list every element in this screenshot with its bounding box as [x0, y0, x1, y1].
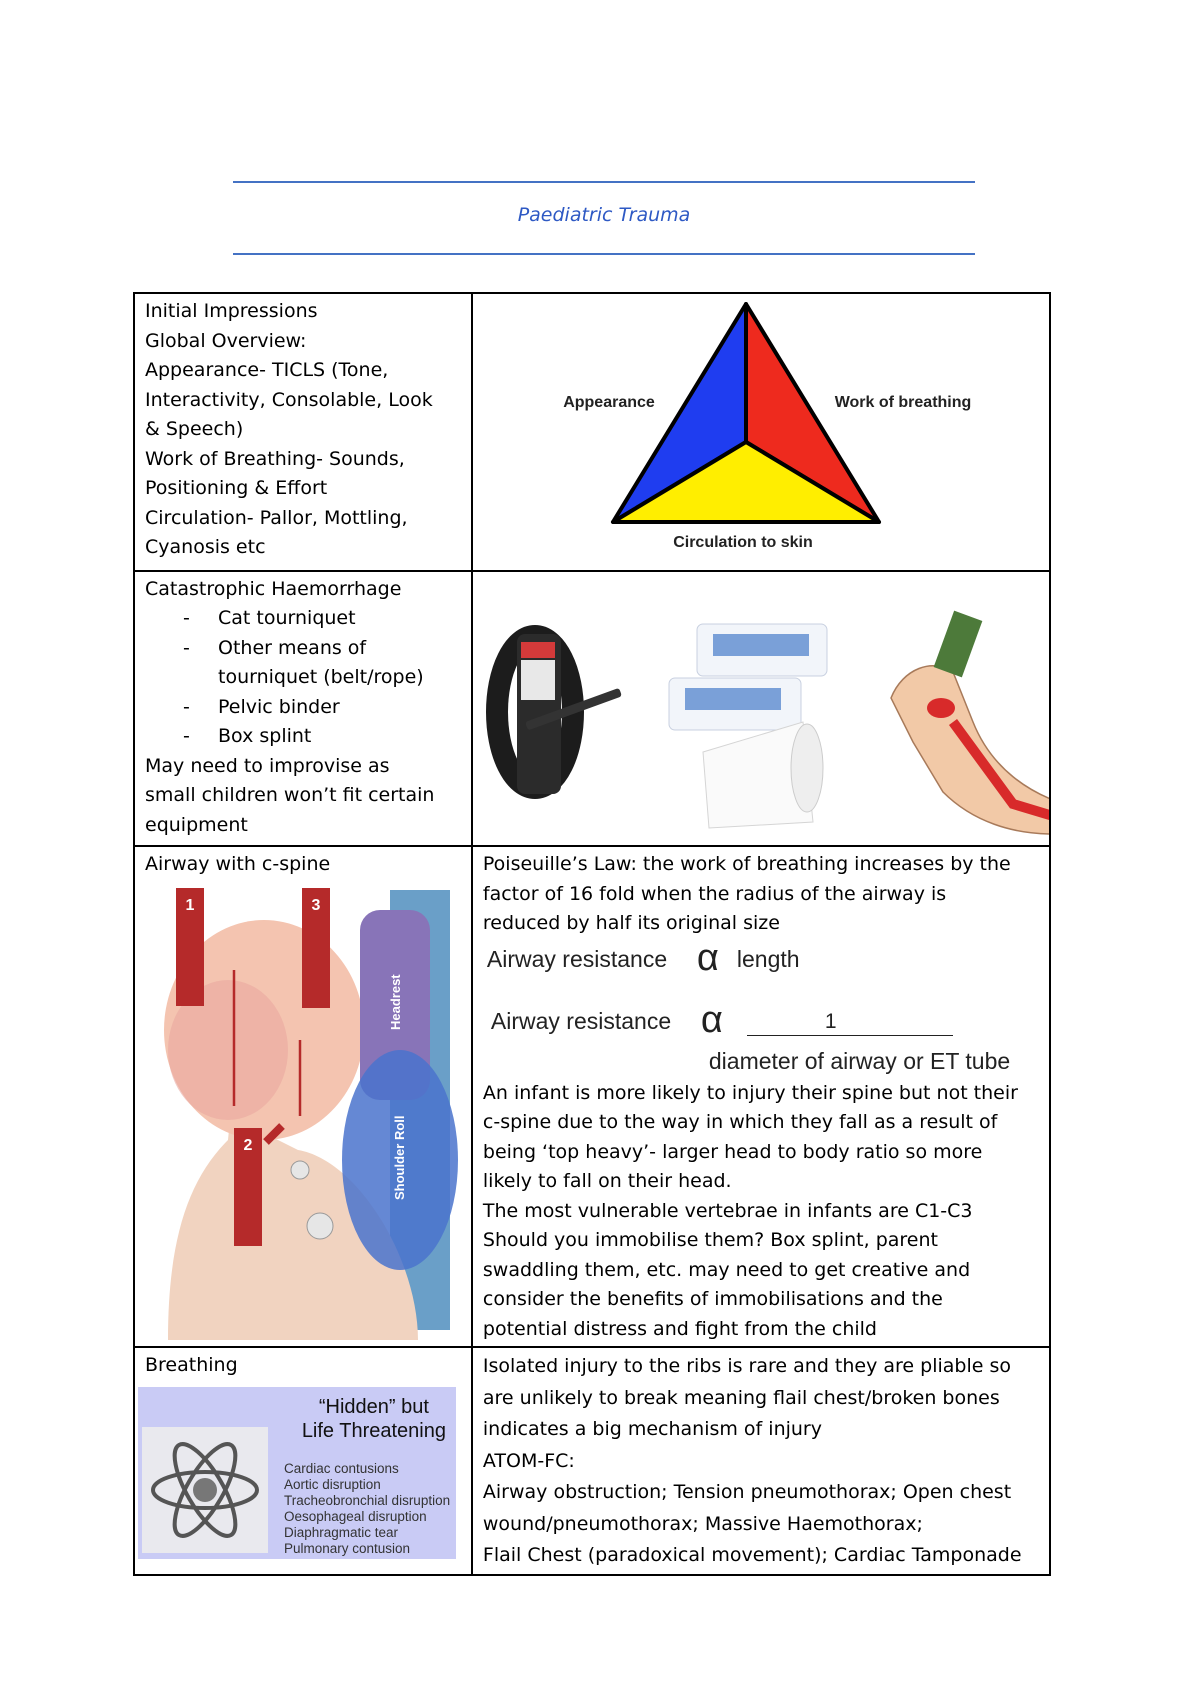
text-line: small children won’t fit certain [145, 784, 435, 806]
text-line: Isolated injury to the ribs is rare and they are pliable so [482, 1355, 1012, 1377]
panel-title-line: “Hidden” but [318, 1395, 429, 1418]
assessment-triangle-cell [472, 293, 1050, 571]
proportional-symbol: α [700, 998, 723, 1041]
text-line: Poiseuille’s Law: the work of breathing increases by the [482, 853, 1011, 875]
text-line: An infant is more likely to injury their spine but not their [482, 1081, 1018, 1104]
breathing-heading: Breathing [145, 1354, 238, 1376]
text-line: indicates a big mechanism of injury [482, 1418, 822, 1440]
infant-positioning-photo [138, 880, 458, 1340]
text-line: equipment [145, 813, 248, 836]
text-line: Appearance- TICLS (Tone, [145, 359, 389, 381]
row-catastrophic-haemorrhage [134, 571, 1050, 847]
list-item: - Other means of tourniquet (belt/rope) [183, 634, 461, 693]
text-line: ATOM-FC: [482, 1449, 575, 1472]
list-item: - Pelvic binder [183, 693, 461, 723]
haemorrhage-images-cell [472, 571, 1050, 847]
text-line: Circulation- Pallor, Mottling, [145, 506, 408, 529]
list-item: Cardiac contusions [284, 1460, 399, 1476]
title-rule-bottom [233, 253, 975, 255]
breathing-cell [134, 1347, 472, 1575]
formula-2-left: Airway resistance [490, 1007, 672, 1034]
list-item: Tracheobronchial disruption [284, 1492, 451, 1508]
text-line: Global Overview: [145, 329, 307, 352]
panel-title-line: Life Threatening [301, 1419, 446, 1442]
appearance-label: Appearance [563, 394, 655, 411]
text-line: Positioning & Effort [145, 477, 328, 499]
work-of-breathing-label: Work of breathing [834, 394, 972, 411]
text-line: Initial Impressions [145, 300, 318, 322]
text-line: swaddling them, etc. may need to get creative and [482, 1258, 971, 1281]
formula-1-left: Airway resistance [486, 945, 668, 972]
text-line: being ‘top heavy’- larger head to body ratio so more [482, 1140, 983, 1163]
tourniquet-image [497, 634, 622, 794]
text-line: Flail Chest (paradoxical movement); Cardiac Tamponade [482, 1544, 1022, 1566]
airway-resistance-formula [483, 936, 1039, 1079]
text-line: reduced by half its original size [482, 912, 780, 934]
airway-cell [134, 846, 472, 1347]
text-line: factor of 16 fold when the radius of the airway is [482, 882, 947, 905]
headrest-label: Headrest [388, 973, 403, 1030]
formula-1-right: length [736, 945, 800, 972]
text-line: Work of Breathing- Sounds, [145, 447, 405, 470]
text-line: Should you immobilise them? Box splint, parent [482, 1229, 938, 1251]
text-line: Cyanosis etc [145, 536, 266, 558]
row-airway [134, 846, 1050, 1347]
text-line: consider the benefits of immobilisations and the [482, 1288, 943, 1310]
panel-title [302, 1395, 446, 1443]
text-line: wound/pneumothorax; Massive Haemothorax; [482, 1512, 923, 1535]
text-line: are unlikely to break meaning flail chest/broken bones [482, 1386, 1000, 1409]
list-item: Pulmonary contusion [284, 1540, 411, 1556]
marker-2: 2 [243, 1136, 253, 1154]
text-line: potential distress and fight from the child [482, 1317, 877, 1340]
text-line: Interactivity, Consolable, Look [145, 388, 433, 411]
list-item: - Box splint [183, 722, 461, 752]
assessment-triangle-diagram [473, 294, 1050, 560]
formula-denominator: diameter of airway or ET tube [708, 1047, 1011, 1074]
formula-numerator: 1 [824, 1009, 837, 1033]
hidden-injuries-panel [138, 1387, 456, 1559]
shoulder-roll-label: Shoulder Roll [392, 1115, 407, 1200]
breathing-text-cell [472, 1347, 1050, 1575]
arm-pressure-image [891, 610, 1050, 833]
initial-impressions-text [134, 293, 472, 571]
haemorrhage-heading: Catastrophic Haemorrhage [145, 577, 402, 600]
list-item: - Cat tourniquet [183, 604, 461, 634]
row-breathing [134, 1347, 1050, 1575]
haemorrhage-list [145, 604, 461, 752]
text-line: c-spine due to the way in which they fall as a result of [482, 1111, 998, 1133]
marker-3: 3 [311, 896, 321, 914]
haemorrhage-images [473, 572, 1050, 836]
atom-icon [142, 1427, 268, 1553]
hidden-injuries-list [284, 1461, 450, 1557]
proportional-symbol: α [696, 936, 719, 979]
airway-heading: Airway with c-spine [145, 853, 331, 875]
text-line: May need to improvise as [145, 754, 390, 777]
text-line: & Speech) [145, 418, 244, 440]
airway-text-cell [472, 846, 1050, 1347]
list-item: Diaphragmatic tear [284, 1524, 399, 1540]
text-line: likely to fall on their head. [482, 1170, 732, 1192]
trauma-table [133, 292, 1051, 1576]
text-line: The most vulnerable vertebrae in infants are C1-C3 [482, 1199, 973, 1222]
list-item: Aortic disruption [284, 1476, 381, 1492]
circulation-label: Circulation to skin [673, 534, 813, 551]
fraction-bar [747, 1035, 953, 1036]
list-item: Oesophageal disruption [284, 1508, 427, 1524]
bandages-image [669, 624, 827, 828]
marker-1: 1 [185, 896, 195, 914]
title-rule-top [233, 181, 975, 183]
document-title: Paediatric Trauma [517, 204, 691, 226]
haemorrhage-text [134, 571, 472, 847]
text-line: Airway obstruction; Tension pneumothorax; Open chest [482, 1481, 1012, 1503]
row-initial-impressions [134, 293, 1050, 571]
